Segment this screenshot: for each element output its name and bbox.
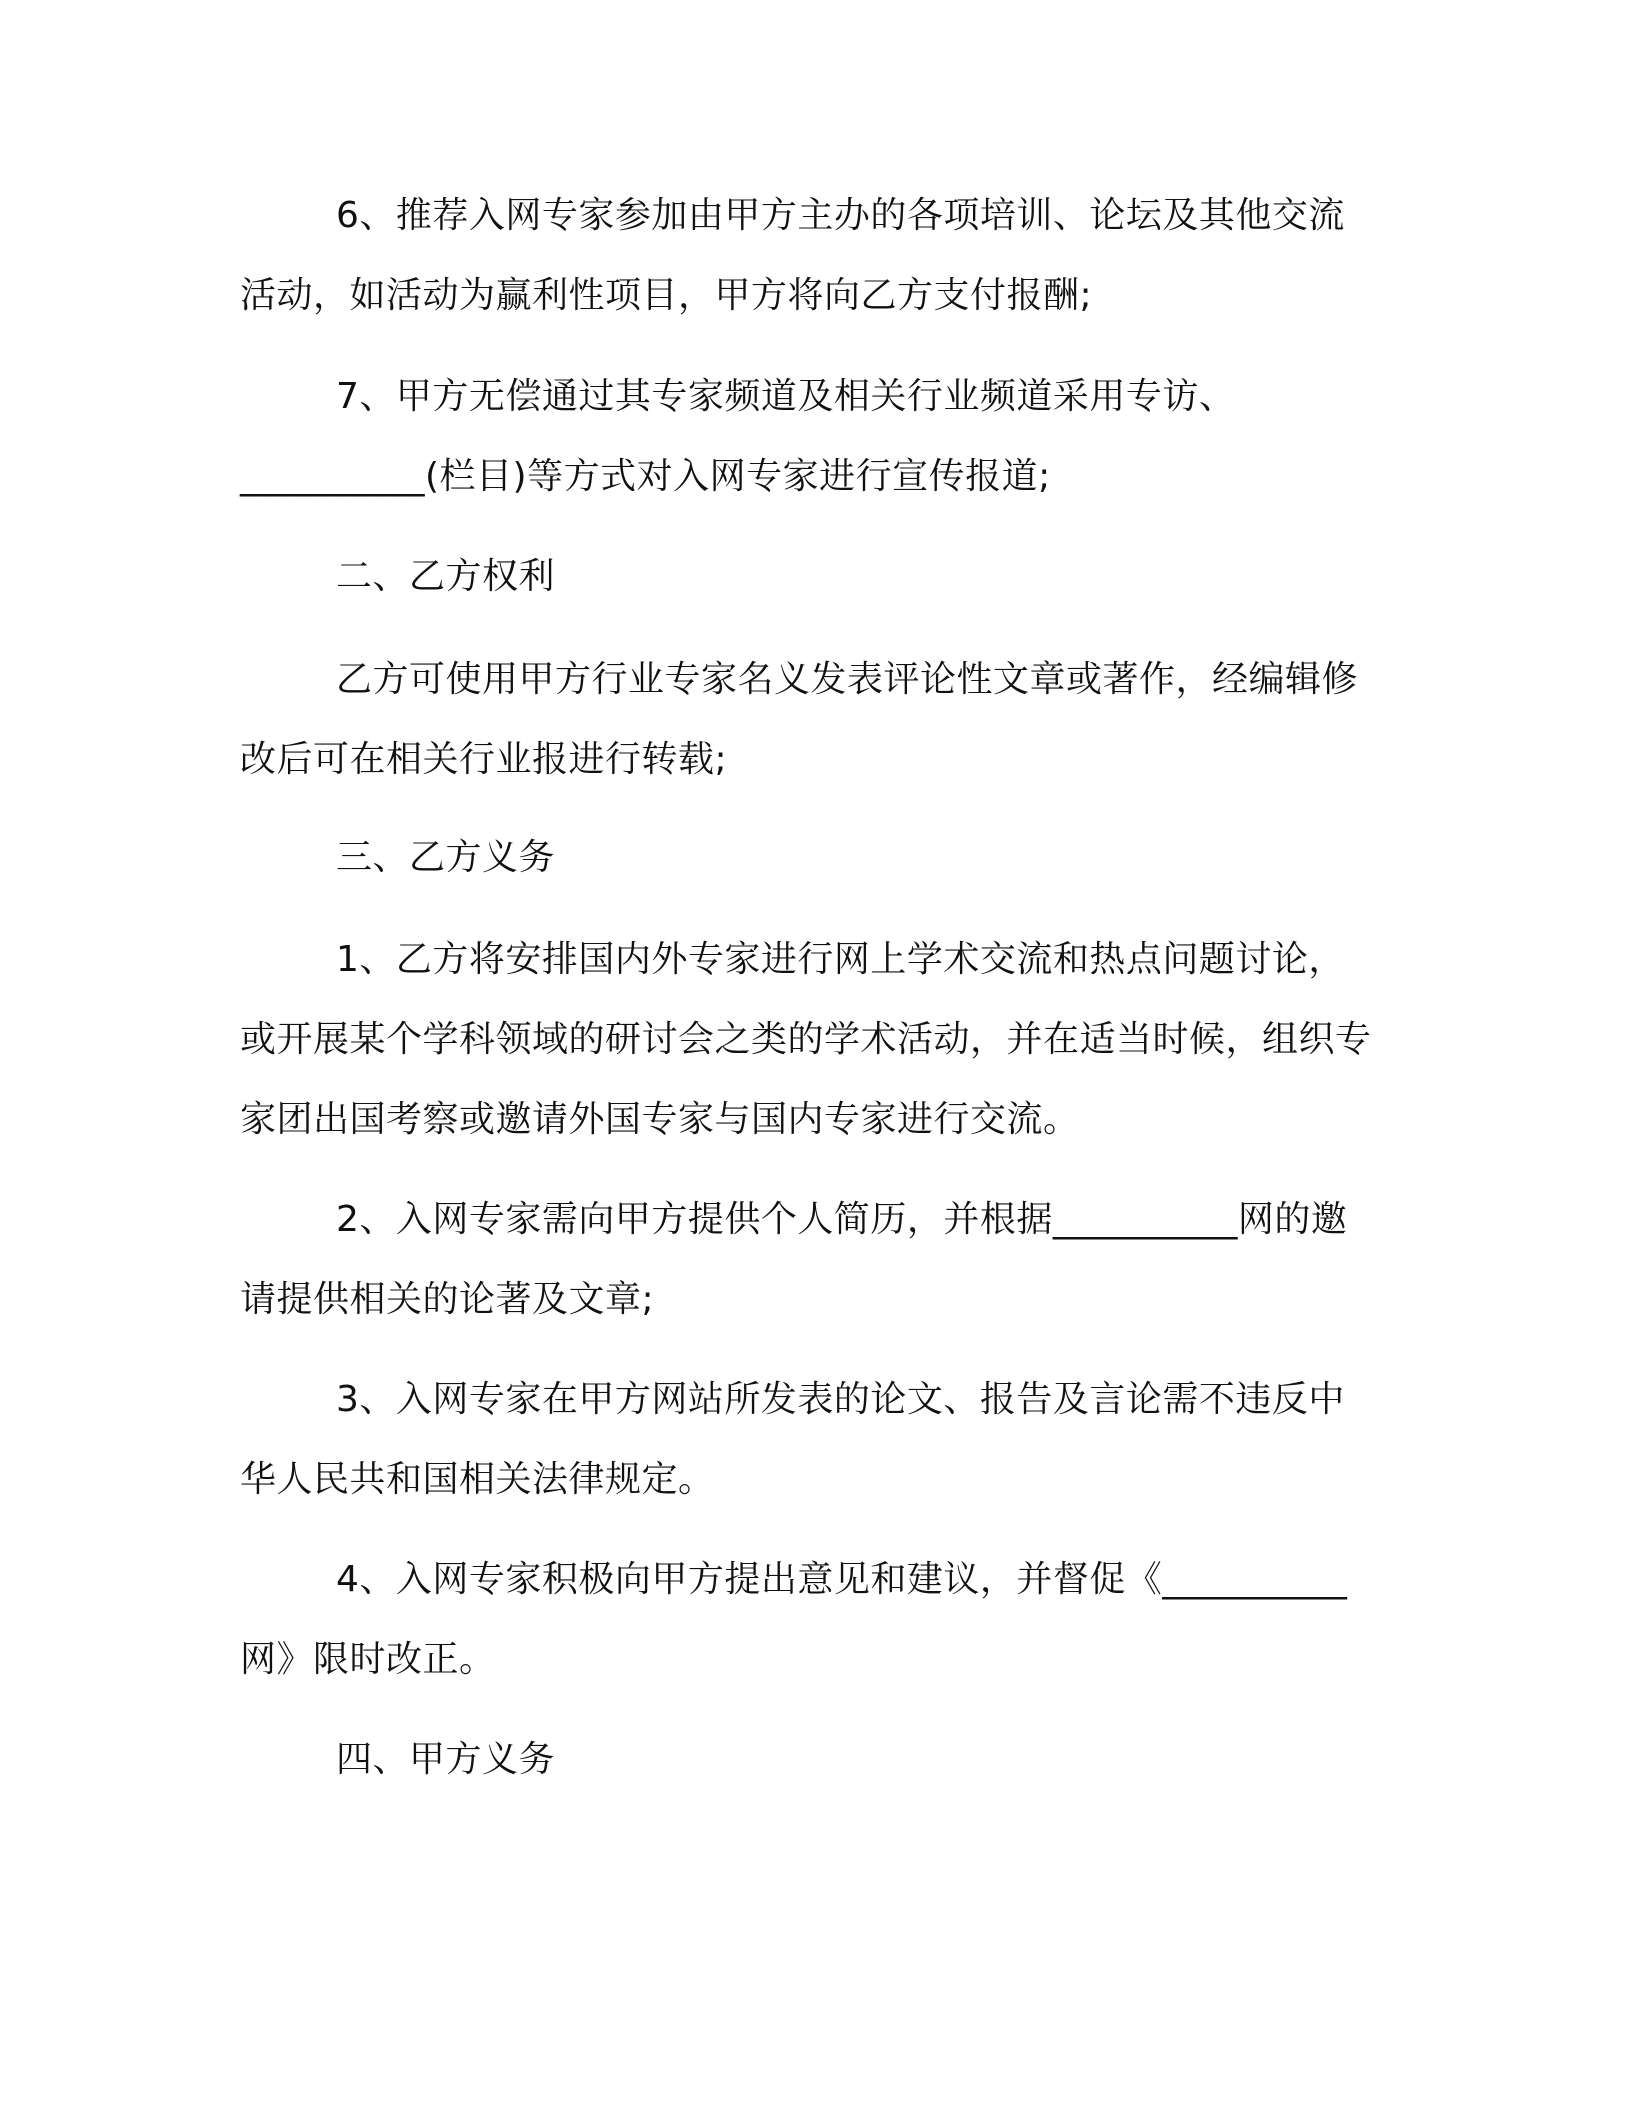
section-heading-party-b-duties: 三、乙方义务 — [336, 837, 556, 878]
paragraph-party-b-rights: 乙方可使用甲方行业专家名义发表评论性文章或著作，经编辑修改后可在相关行业报进行转载; — [240, 659, 1359, 780]
paragraph-duty-2: 2、入网专家需向甲方提供个人简历，并根据__________网的邀请提供相关的论著及文章; — [240, 1199, 1348, 1320]
paragraph-item-6: 6、推荐入网专家参加由甲方主办的各项培训、论坛及其他交流活动，如活动为赢利性项目，甲方将向乙方支付报酬; — [240, 195, 1345, 316]
paragraph-item-7: 7、甲方无偿通过其专家频道及相关行业频道采用专访、__________(栏目)等方式对入网专家进行宣传报道; — [240, 376, 1236, 497]
section-heading-party-a-duties: 四、甲方义务 — [336, 1739, 556, 1780]
paragraph-duty-3: 3、入网专家在甲方网站所发表的论文、报告及言论需不违反中华人民共和国相关法律规定。 — [240, 1379, 1345, 1500]
paragraph-duty-1: 1、乙方将安排国内外专家进行网上学术交流和热点问题讨论，或开展某个学科领域的研讨会之类的学术活动，并在适当时候，组织专家团出国考察或邀请外国专家与国内专家进行交流。 — [240, 939, 1372, 1140]
section-heading-party-b-rights: 二、乙方权利 — [336, 556, 556, 597]
paragraph-duty-4: 4、入网专家积极向甲方提出意见和建议，并督促《__________网》限时改正。 — [240, 1559, 1348, 1680]
